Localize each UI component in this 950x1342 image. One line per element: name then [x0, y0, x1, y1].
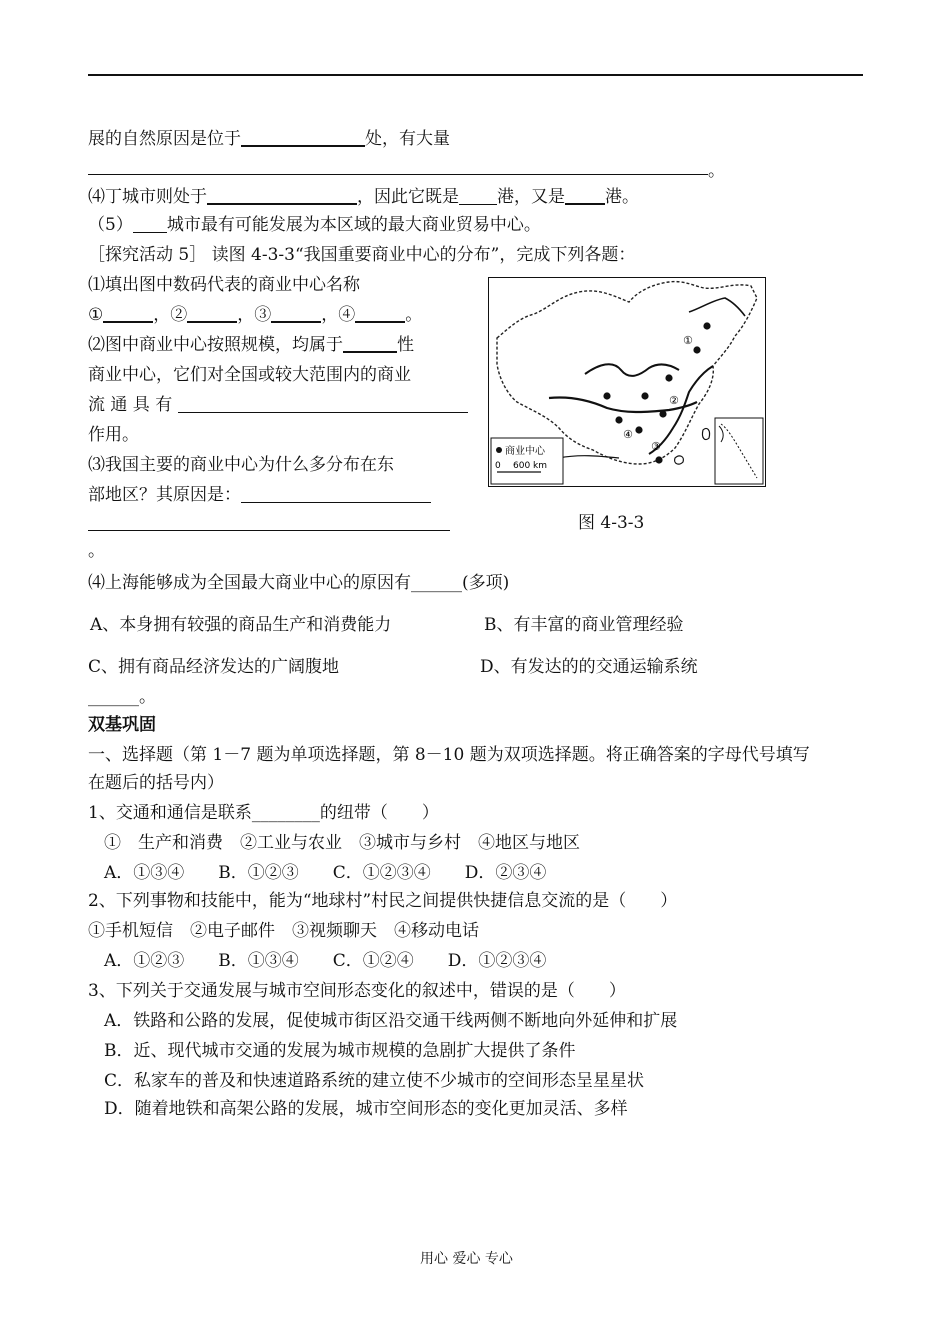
option-c: C、拥有商品经济发达的广阔腹地 [88, 657, 340, 677]
text-fragment: 港，又是 [497, 187, 565, 207]
question-3-option-d: D．随着地铁和高架公路的发展，城市空间形态的变化更加灵活、多样 [104, 1099, 628, 1119]
hainan-island [675, 456, 684, 464]
activity-q1: ⑴填出图中数码代表的商业中心名称 [88, 275, 360, 295]
commerce-center-dot [603, 392, 610, 399]
question-city-ding [88, 186, 639, 208]
text-fragment: 处，有大量 [365, 129, 450, 149]
answer-line: ______。 [88, 687, 156, 707]
text-fragment: 展的自然原因是位于 [88, 129, 241, 149]
activity-q3-line2 [88, 484, 431, 506]
commerce-center-dot [703, 322, 710, 329]
question-2-stem: 2、下列事物和技能中，能为“地球村”村民之间提供快捷信息交流的是（ ） [88, 891, 678, 911]
end-mark: 。 [88, 541, 105, 561]
answer-blank[interactable] [271, 304, 321, 323]
activity-title: ［探究活动 5］ 读图 4-3-3“我国重要商业中心的分布”，完成下列各题： [88, 245, 636, 265]
option-a: A、本身拥有较强的商品生产和消费能力 [90, 615, 392, 635]
commerce-center-dot [615, 416, 622, 423]
map-marker-1: ① [683, 334, 693, 347]
text-fragment: ⑷丁城市则处于 [88, 187, 207, 207]
activity-q3-line1: ⑶我国主要的商业中心为什么多分布在东 [88, 455, 394, 475]
map-marker-2: ② [669, 394, 679, 407]
question-3-option-c: C．私家车的普及和快速道路系统的建立使不少城市的空间形态呈星星状 [104, 1071, 645, 1091]
answer-blank[interactable] [133, 215, 167, 233]
text-line-natural-cause [88, 128, 450, 150]
section-heading: 双基巩固 [88, 715, 156, 735]
text-fragment: 城市最有可能发展为本区域的最大商业贸易中心。 [166, 215, 541, 235]
answer-blank[interactable] [187, 304, 237, 323]
answer-blank-long[interactable] [88, 530, 450, 531]
commerce-center-dot [655, 456, 662, 463]
yellow-river [585, 364, 679, 376]
answer-blank[interactable] [207, 186, 357, 205]
answer-blank[interactable] [241, 485, 431, 503]
figure-caption: 图 4-3-3 [578, 513, 645, 533]
question-1-items: ① 生产和消费 ②工业与农业 ③城市与乡村 ④地区与地区 [104, 833, 580, 853]
question-1-stem: 1、交通和通信是联系________的纽带（ ） [88, 803, 439, 823]
answer-blank[interactable] [178, 395, 468, 413]
activity-q2-line4: 作用。 [88, 425, 139, 445]
answer-blank[interactable] [241, 128, 365, 147]
commerce-center-dot [693, 346, 700, 353]
text-fragment: 性 [397, 335, 414, 355]
section-intro-line2: 在题后的括号内） [88, 773, 224, 793]
map-marker-4: ④ [623, 428, 633, 441]
answer-blank[interactable] [343, 334, 397, 353]
legend-dot [496, 447, 502, 453]
activity-q4: ⑷上海能够成为全国最大商业中心的原因有______(多项) [88, 573, 510, 593]
text-fragment: 流 通 具 有 [88, 395, 173, 415]
commerce-center-dot [641, 392, 648, 399]
question-2-items: ①手机短信 ②电子邮件 ③视频聊天 ④移动电话 [88, 921, 479, 941]
legend-label: 商业中心 [505, 446, 545, 457]
commerce-center-dot [659, 410, 666, 417]
answer-blank-long[interactable] [88, 174, 708, 175]
end-mark: 。 [708, 161, 725, 181]
pearl-river [559, 456, 619, 458]
answer-blank[interactable] [355, 304, 405, 323]
question-city-largest [88, 214, 541, 236]
scale-zero: 0 [495, 461, 501, 471]
text-fragment: ，因此它既是 [357, 187, 459, 207]
text-fragment: 港。 [605, 187, 639, 207]
inset-box [715, 418, 763, 484]
map-marker-3: ③ [651, 440, 661, 453]
text-fragment: ⑵图中商业中心按照规模，均属于 [88, 335, 343, 355]
taiwan-island [702, 428, 709, 439]
end-mark: 。 [405, 305, 423, 325]
text-fragment: （5） [88, 215, 133, 235]
scale-label: 600 km [513, 461, 548, 471]
china-map-svg [489, 278, 765, 486]
marker-1: ① [88, 305, 104, 325]
activity-q2-line2: 商业中心，它们对全国或较大范围内的商业 [88, 365, 411, 385]
option-d: D、有发达的的交通运输系统 [480, 657, 698, 677]
question-3-option-a: A．铁路和公路的发展，促使城市街区沿交通干线两侧不断地向外延伸和扩展 [104, 1011, 678, 1031]
heilongjiang-river [689, 298, 745, 316]
commerce-center-dot [665, 374, 672, 381]
activity-q2-line3 [88, 394, 468, 416]
question-3-option-b: B．近、现代城市交通的发展为城市规模的急剧扩大提供了条件 [104, 1041, 576, 1061]
marker-4: ，④ [321, 305, 356, 325]
question-2-choices: A．①②③ B．①③④ C．①②④ D．①②③④ [104, 951, 547, 971]
option-b: B、有丰富的商业管理经验 [484, 615, 684, 635]
question-1-choices: A．①③④ B．①②③ C．①②③④ D．②③④ [104, 863, 547, 883]
header-rule [88, 74, 863, 76]
section-intro-line1: 一、选择题（第 1－7 题为单项选择题，第 8－10 题为双项选择题。将正确答案的字母代号填写 [88, 745, 810, 765]
answer-blank[interactable] [565, 186, 605, 205]
commerce-center-dot [635, 426, 642, 433]
answer-blank[interactable] [103, 304, 153, 323]
marker-3: ，③ [237, 305, 272, 325]
answer-blank[interactable] [459, 187, 497, 205]
question-3-stem: 3、下列关于交通发展与城市空间形态变化的叙述中，错误的是（ ） [88, 981, 626, 1001]
text-fragment: 部地区？其原因是： [88, 485, 241, 505]
activity-q1-blanks [88, 304, 422, 326]
map-figure [488, 277, 766, 487]
activity-q2-line1 [88, 334, 414, 356]
page-footer: 用心 爱心 专心 [420, 1251, 513, 1267]
marker-2: ，② [153, 305, 188, 325]
